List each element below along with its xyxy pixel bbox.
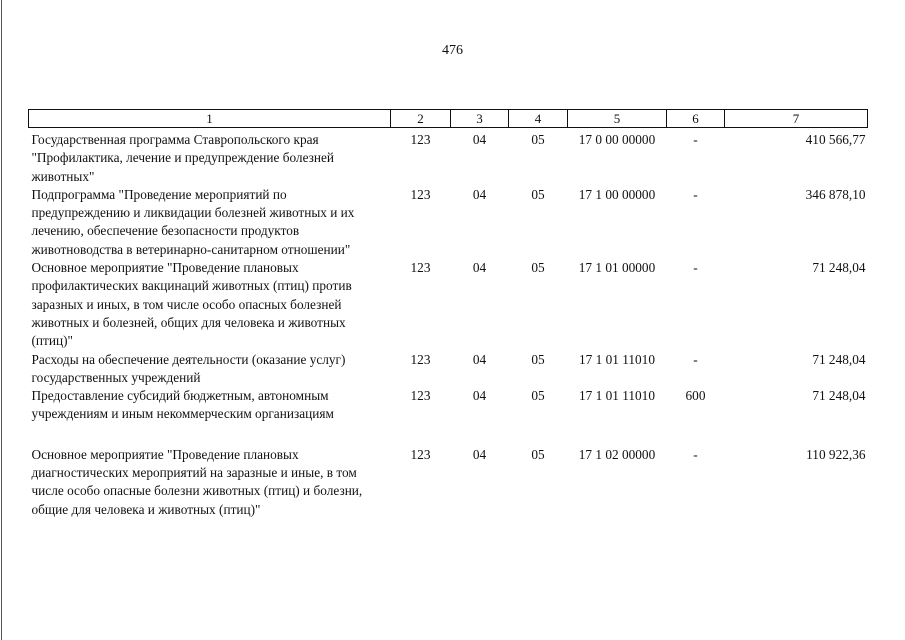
row-target-article: 17 0 00 00000 (578, 132, 656, 147)
row-expense-type: - (693, 446, 698, 462)
row-section-code: 04 (472, 132, 487, 147)
row-ministry-code: 123 (410, 446, 431, 462)
row-target-article: 17 1 01 00000 (578, 260, 656, 276)
row-ministry-code: 123 (410, 132, 431, 147)
column-header-2: 2 (391, 110, 451, 128)
row-ministry-code: 123 (410, 260, 431, 276)
column-header-6: 6 (667, 110, 725, 128)
row-section-code: 04 (472, 260, 487, 276)
page-number: 476 (442, 43, 463, 58)
row-name: Подпрограмма "Проведение мероприятий по предупреждению и ликвидации болезней животных и их лечению, обеспечение безопасности продуктов животноводства в ветеринарно-санитарном отношении" (31, 186, 355, 257)
row-subsection-code: 05 (531, 351, 545, 367)
row-amount: 346 878,10 (805, 186, 866, 202)
page-left-edge (1, 0, 2, 640)
table-row (29, 259, 868, 350)
row-expense-type: - (693, 351, 698, 367)
table-header-row (29, 110, 868, 128)
column-header-5: 5 (568, 110, 667, 128)
row-section-code: 04 (472, 351, 487, 367)
table-row (29, 186, 868, 259)
row-expense-type: - (693, 260, 698, 276)
row-amount: 110 922,36 (806, 446, 866, 462)
row-name: Государственная программа Ставропольского края "Профилактика, лечение и предупреждение болезней животных" (31, 132, 335, 184)
row-target-article: 17 1 01 11010 (579, 388, 655, 404)
row-subsection-code: 05 (531, 260, 545, 276)
row-ministry-code: 123 (410, 351, 431, 367)
row-ministry-code: 123 (410, 388, 431, 404)
row-amount: 71 248,04 (812, 260, 866, 276)
row-expense-type: - (693, 132, 698, 147)
row-section-code: 04 (472, 446, 487, 462)
row-section-code: 04 (472, 186, 487, 202)
row-amount: 71 248,04 (812, 388, 866, 404)
row-subsection-code: 05 (531, 446, 545, 462)
table-row (29, 351, 868, 388)
row-name: Основное мероприятие "Проведение плановых профилактических вакцинаций животных (птиц) против заразных и иных, в том числе особо опасных болезней животных и болезней, общих для человека и животных (птиц)" (31, 260, 352, 349)
table-spacer-cell (29, 424, 868, 444)
budget-table (28, 109, 868, 519)
row-expense-type: 600 (685, 388, 706, 404)
row-name: Расходы на обеспечение деятельности (оказание услуг) государственных учреждений (31, 351, 346, 385)
table-row (29, 387, 868, 424)
table-row (29, 128, 868, 186)
row-name: Основное мероприятие "Проведение плановых диагностических мероприятий на заразные и иные, в том числе особо опасные болезни животных (птиц) и болезни, общие для человека и животных (птиц)" (31, 446, 363, 517)
column-header-1: 1 (29, 110, 391, 128)
row-target-article: 17 1 00 00000 (578, 186, 656, 202)
row-amount: 71 248,04 (812, 351, 866, 367)
row-name: Предоставление субсидий бюджетным, автономным учреждениям и иным некоммерческим организациям (31, 388, 334, 422)
row-subsection-code: 05 (531, 388, 545, 404)
row-amount: 410 566,77 (805, 132, 866, 147)
column-header-3: 3 (451, 110, 509, 128)
row-expense-type: - (693, 186, 698, 202)
column-header-7: 7 (725, 110, 868, 128)
row-subsection-code: 05 (531, 132, 545, 147)
row-subsection-code: 05 (531, 186, 545, 202)
table-row (29, 444, 868, 519)
row-target-article: 17 1 02 00000 (578, 446, 656, 462)
table-spacer-row (29, 424, 868, 444)
row-section-code: 04 (472, 388, 487, 404)
row-target-article: 17 1 01 11010 (579, 351, 655, 367)
row-ministry-code: 123 (410, 186, 431, 202)
column-header-4: 4 (509, 110, 568, 128)
